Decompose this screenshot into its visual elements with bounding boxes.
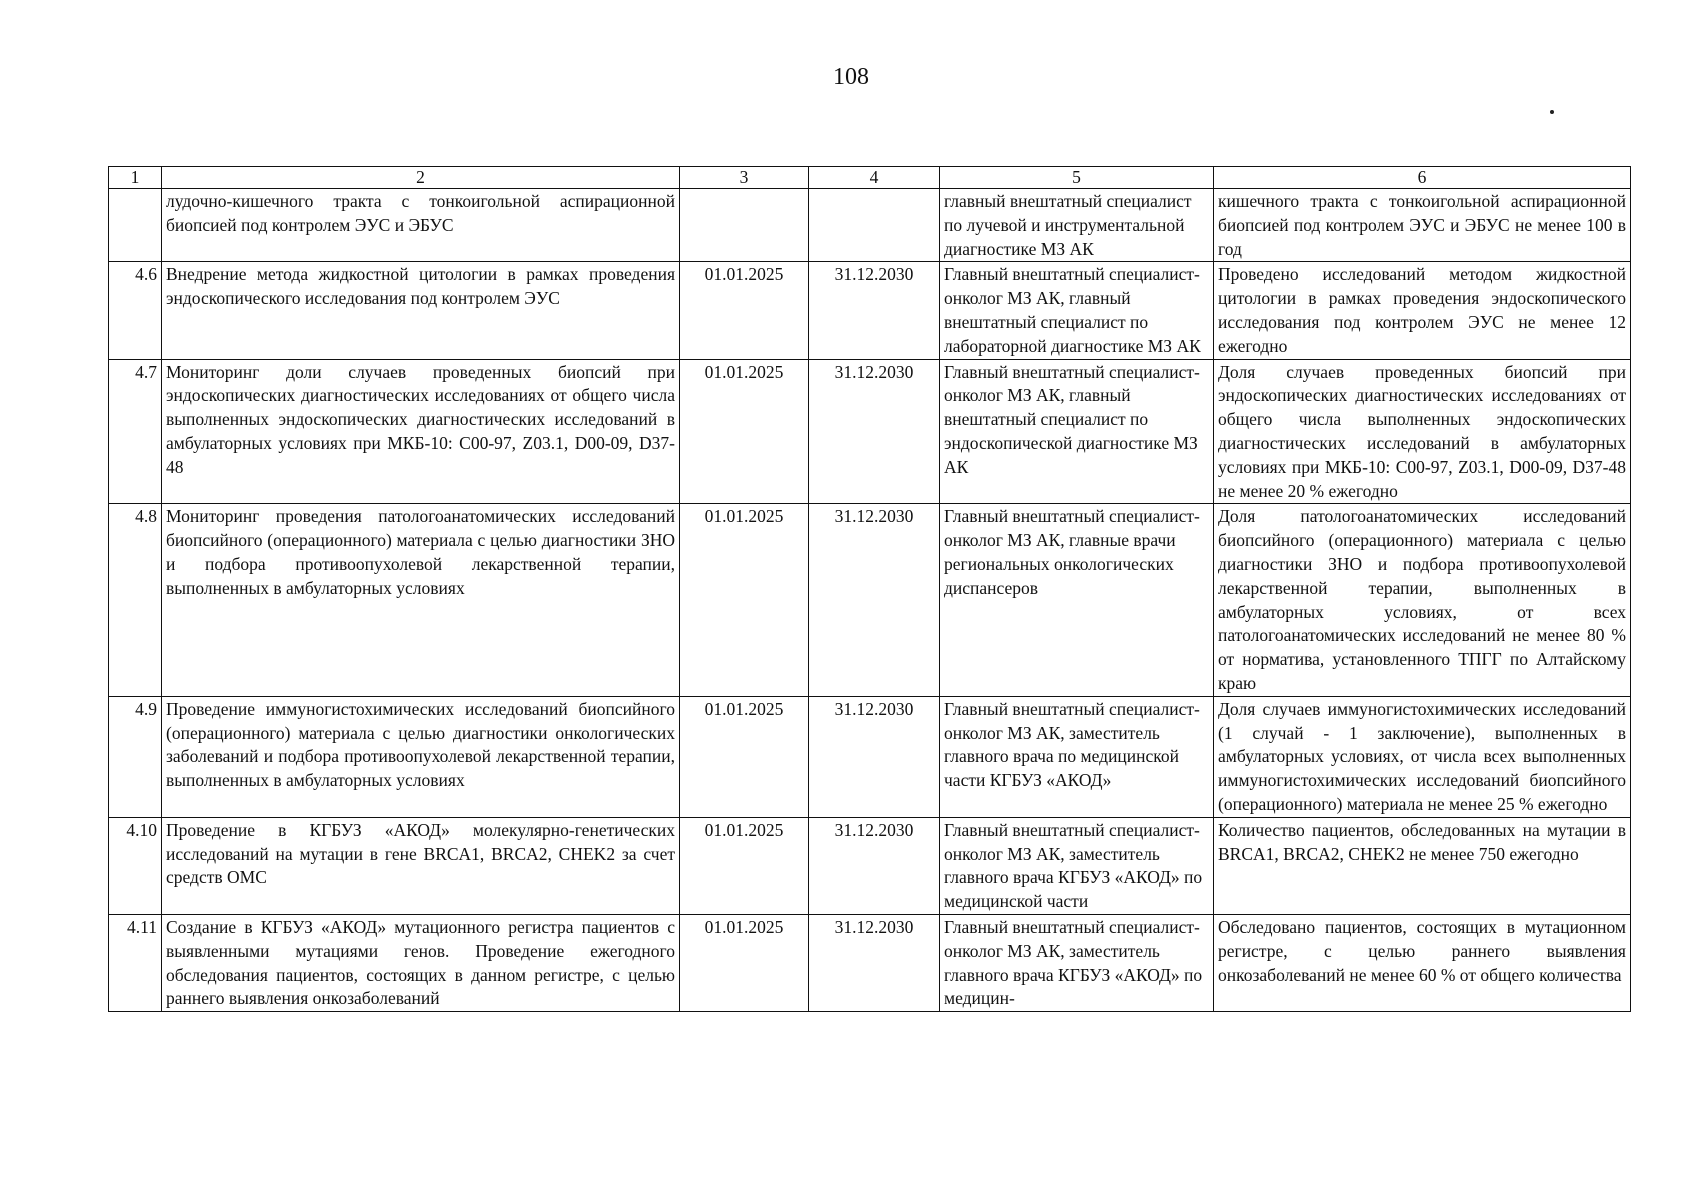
- activity-cell: Мониторинг доли случаев проведенных биопсий при эндоскопических диагностических исследованиях от общего числа выполненных эндоскопических диагностических исследований в амбулаторных условиях при МКБ-10: С00-97, Z03.1, D00-09, D37-48: [162, 359, 680, 504]
- column-header: 4: [809, 167, 940, 189]
- column-header: 2: [162, 167, 680, 189]
- end-date-cell: 31.12.2030: [809, 504, 940, 696]
- end-date-cell: 31.12.2030: [809, 817, 940, 914]
- header-row: [109, 167, 1631, 189]
- end-date-cell: 31.12.2030: [809, 696, 940, 817]
- activity-cell: лудочно-кишечного тракта с тонкоигольной аспирационной биопсией под контролем ЭУС и ЭБУС: [162, 189, 680, 262]
- end-date-cell: 31.12.2030: [809, 262, 940, 359]
- item-number: 4.7: [109, 359, 162, 504]
- column-header: 3: [680, 167, 809, 189]
- start-date-cell: 01.01.2025: [680, 359, 809, 504]
- item-number: 4.9: [109, 696, 162, 817]
- result-cell: Количество пациентов, обследованных на мутации в BRCA1, BRCA2, CHEK2 не менее 750 ежегодно: [1214, 817, 1631, 914]
- column-header: 6: [1214, 167, 1631, 189]
- start-date-cell: [680, 189, 809, 262]
- activity-cell: Мониторинг проведения патологоанатомических исследований биопсийного (операционного) материала с целью диагностики ЗНО и подбора противоопухолевой лекарственной терапии, выполненных в амбулаторных условиях: [162, 504, 680, 696]
- table-row: [109, 817, 1631, 914]
- table-row: [109, 359, 1631, 504]
- page-number: 108: [833, 64, 869, 90]
- result-cell: кишечного тракта с тонкоигольной аспирационной биопсией под контролем ЭУС и ЭБУС не менее 100 в год: [1214, 189, 1631, 262]
- item-number: [109, 189, 162, 262]
- responsible-cell: Главный внештатный специалист-онколог МЗ АК, заместитель главного врача КГБУЗ «АКОД» по медицинской части: [940, 817, 1214, 914]
- table-row: [109, 504, 1631, 696]
- responsible-cell: Главный внештатный специалист-онколог МЗ АК, главный внештатный специалист по лабораторной диагностике МЗ АК: [940, 262, 1214, 359]
- activity-cell: Проведение в КГБУЗ «АКОД» молекулярно-генетических исследований на мутации в гене BRCA1, BRCA2, CHEK2 за счет средств ОМС: [162, 817, 680, 914]
- activity-cell: Проведение иммуногистохимических исследований биопсийного (операционного) материала с целью диагностики онкологических заболеваний и подбора противоопухолевой лекарственной терапии, выполненных в амбулаторных условиях: [162, 696, 680, 817]
- start-date-cell: 01.01.2025: [680, 504, 809, 696]
- end-date-cell: 31.12.2030: [809, 914, 940, 1011]
- result-cell: Обследовано пациентов, состоящих в мутационном регистре, с целью раннего выявления онкозаболеваний не менее 60 % от общего количества: [1214, 914, 1631, 1011]
- item-number: 4.11: [109, 914, 162, 1011]
- table-row: [109, 262, 1631, 359]
- start-date-cell: 01.01.2025: [680, 817, 809, 914]
- column-header: 5: [940, 167, 1214, 189]
- end-date-cell: [809, 189, 940, 262]
- activity-cell: Внедрение метода жидкостной цитологии в рамках проведения эндоскопического исследования под контролем ЭУС: [162, 262, 680, 359]
- scan-speck: [1550, 110, 1554, 114]
- responsible-cell: Главный внештатный специалист-онколог МЗ АК, заместитель главного врача КГБУЗ «АКОД» по медицин-: [940, 914, 1214, 1011]
- table-row: [109, 696, 1631, 817]
- activity-cell: Создание в КГБУЗ «АКОД» мутационного регистра пациентов с выявленными мутациями генов. Проведение ежегодного обследования пациентов, состоящих в данном регистре, с целью раннего выявления онкозаболеваний: [162, 914, 680, 1011]
- start-date-cell: 01.01.2025: [680, 914, 809, 1011]
- start-date-cell: 01.01.2025: [680, 696, 809, 817]
- responsible-cell: Главный внештатный специалист-онколог МЗ АК, заместитель главного врача по медицинской части КГБУЗ «АКОД»: [940, 696, 1214, 817]
- result-cell: Доля случаев иммуногистохимических исследований (1 случай - 1 заключение), выполненных в амбулаторных условиях, от числа всех выполненных иммуногистохимических исследований биопсийного (операционного) материала не менее 25 % ежегодно: [1214, 696, 1631, 817]
- start-date-cell: 01.01.2025: [680, 262, 809, 359]
- responsible-cell: главный внештатный специалист по лучевой и инструментальной диагностике МЗ АК: [940, 189, 1214, 262]
- item-number: 4.8: [109, 504, 162, 696]
- end-date-cell: 31.12.2030: [809, 359, 940, 504]
- responsible-cell: Главный внештатный специалист-онколог МЗ АК, главный внештатный специалист по эндоскопической диагностике МЗ АК: [940, 359, 1214, 504]
- column-header: 1: [109, 167, 162, 189]
- result-cell: Доля случаев проведенных биопсий при эндоскопических диагностических исследованиях от общего числа выполненных эндоскопических диагностических исследований в амбулаторных условиях при МКБ-10: С00-97, Z03.1, D00-09, D37-48 не менее 20 % ежегодно: [1214, 359, 1631, 504]
- document-table: [108, 166, 1631, 1012]
- table-row: [109, 189, 1631, 262]
- result-cell: Доля патологоанатомических исследований биопсийного (операционного) материала с целью диагностики ЗНО и подбора противоопухолевой лекарственной терапии, выполненных в амбулаторных условиях, от всех патологоанатомических исследований не менее 80 % от норматива, установленного ТПГГ по Алтайскому краю: [1214, 504, 1631, 696]
- result-cell: Проведено исследований методом жидкостной цитологии в рамках проведения эндоскопического исследования под контролем ЭУС не менее 12 ежегодно: [1214, 262, 1631, 359]
- responsible-cell: Главный внештатный специалист-онколог МЗ АК, главные врачи региональных онкологических диспансеров: [940, 504, 1214, 696]
- item-number: 4.6: [109, 262, 162, 359]
- table-row: [109, 914, 1631, 1011]
- item-number: 4.10: [109, 817, 162, 914]
